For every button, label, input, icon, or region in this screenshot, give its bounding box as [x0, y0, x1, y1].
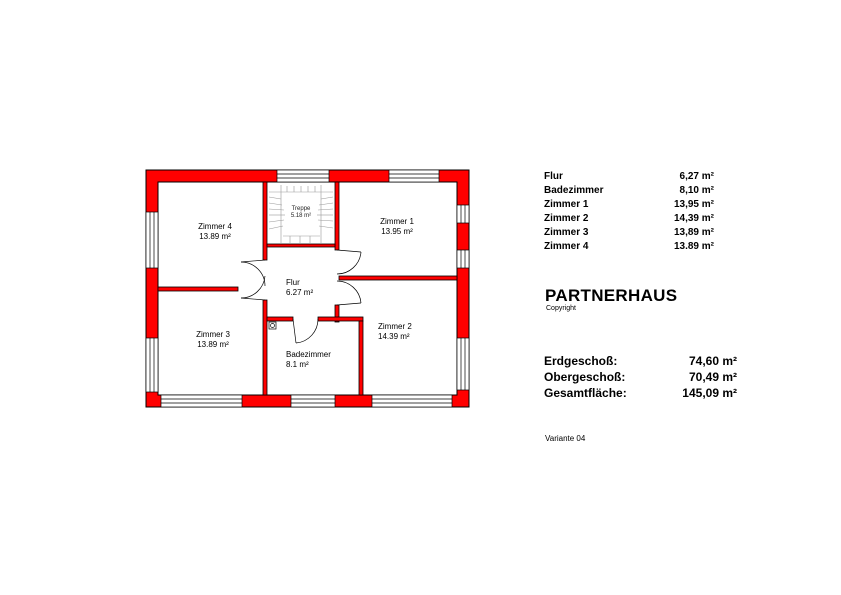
area-row-zimmer-1: [544, 199, 714, 213]
area-value: 14,39 m²: [673, 213, 714, 224]
area-row-zimmer-2: [544, 213, 714, 227]
copyright-text: Copyright: [546, 305, 576, 312]
area-value: 8,10 m²: [679, 185, 714, 196]
summary-row-erdgeschoss: [544, 354, 737, 370]
room-label-treppe: [276, 206, 326, 220]
room-label-zimmer-4: [180, 222, 250, 242]
area-row-badezimmer: [544, 185, 714, 199]
area-name: Zimmer 4: [544, 241, 589, 252]
area-name: Zimmer 1: [544, 199, 589, 210]
room-area: 5.18 m²: [290, 213, 312, 219]
area-value: 6,27 m²: [679, 171, 714, 182]
room-name: Zimmer 2: [378, 322, 412, 331]
summary-value: 145,09 m²: [682, 386, 737, 400]
area-value: 13,95 m²: [673, 199, 714, 210]
room-area: 8.1 m²: [286, 360, 309, 369]
summary-label: Erdgeschoß:: [544, 354, 618, 368]
room-area: 13.89 m²: [199, 232, 231, 241]
room-area: 14.39 m²: [378, 332, 410, 341]
summary-row-gesamtflaeche: [544, 386, 737, 402]
room-name: Treppe: [291, 206, 311, 212]
area-value: 13,89 m²: [673, 227, 714, 238]
bath-fixture: [269, 322, 276, 329]
room-label-zimmer-1: [362, 217, 432, 237]
summary-label: Gesamtfläche:: [544, 386, 627, 400]
summary-value: 74,60 m²: [688, 354, 737, 368]
area-name: Flur: [544, 171, 563, 182]
summary-value: 70,49 m²: [688, 370, 737, 384]
room-area: 13.95 m²: [381, 227, 413, 236]
summary-label: Obergeschoß:: [544, 370, 626, 384]
room-label-zimmer-2: [378, 322, 438, 342]
room-label-flur: [270, 278, 330, 298]
area-name: Zimmer 3: [544, 227, 589, 238]
area-name: Zimmer 2: [544, 213, 589, 224]
area-value: 13.89 m²: [673, 241, 714, 252]
variant-label: Variante 04: [545, 434, 586, 443]
room-name: Flur: [286, 278, 300, 287]
summary-row-obergeschoss: [544, 370, 737, 386]
room-label-zimmer-3: [178, 330, 248, 350]
room-name: Zimmer 1: [380, 217, 414, 226]
room-name: Zimmer 3: [196, 330, 230, 339]
area-row-zimmer-3: [544, 227, 714, 241]
room-name: Zimmer 4: [198, 222, 232, 231]
room-label-badezimmer: [286, 350, 346, 370]
area-name: Badezimmer: [544, 185, 604, 196]
room-area: 13.89 m²: [197, 340, 229, 349]
area-row-flur: [544, 171, 714, 185]
house-title: PARTNERHAUS: [545, 286, 678, 305]
area-row-zimmer-4: [544, 241, 714, 255]
room-area: 6.27 m²: [286, 288, 314, 297]
room-name: Badezimmer: [286, 350, 331, 359]
